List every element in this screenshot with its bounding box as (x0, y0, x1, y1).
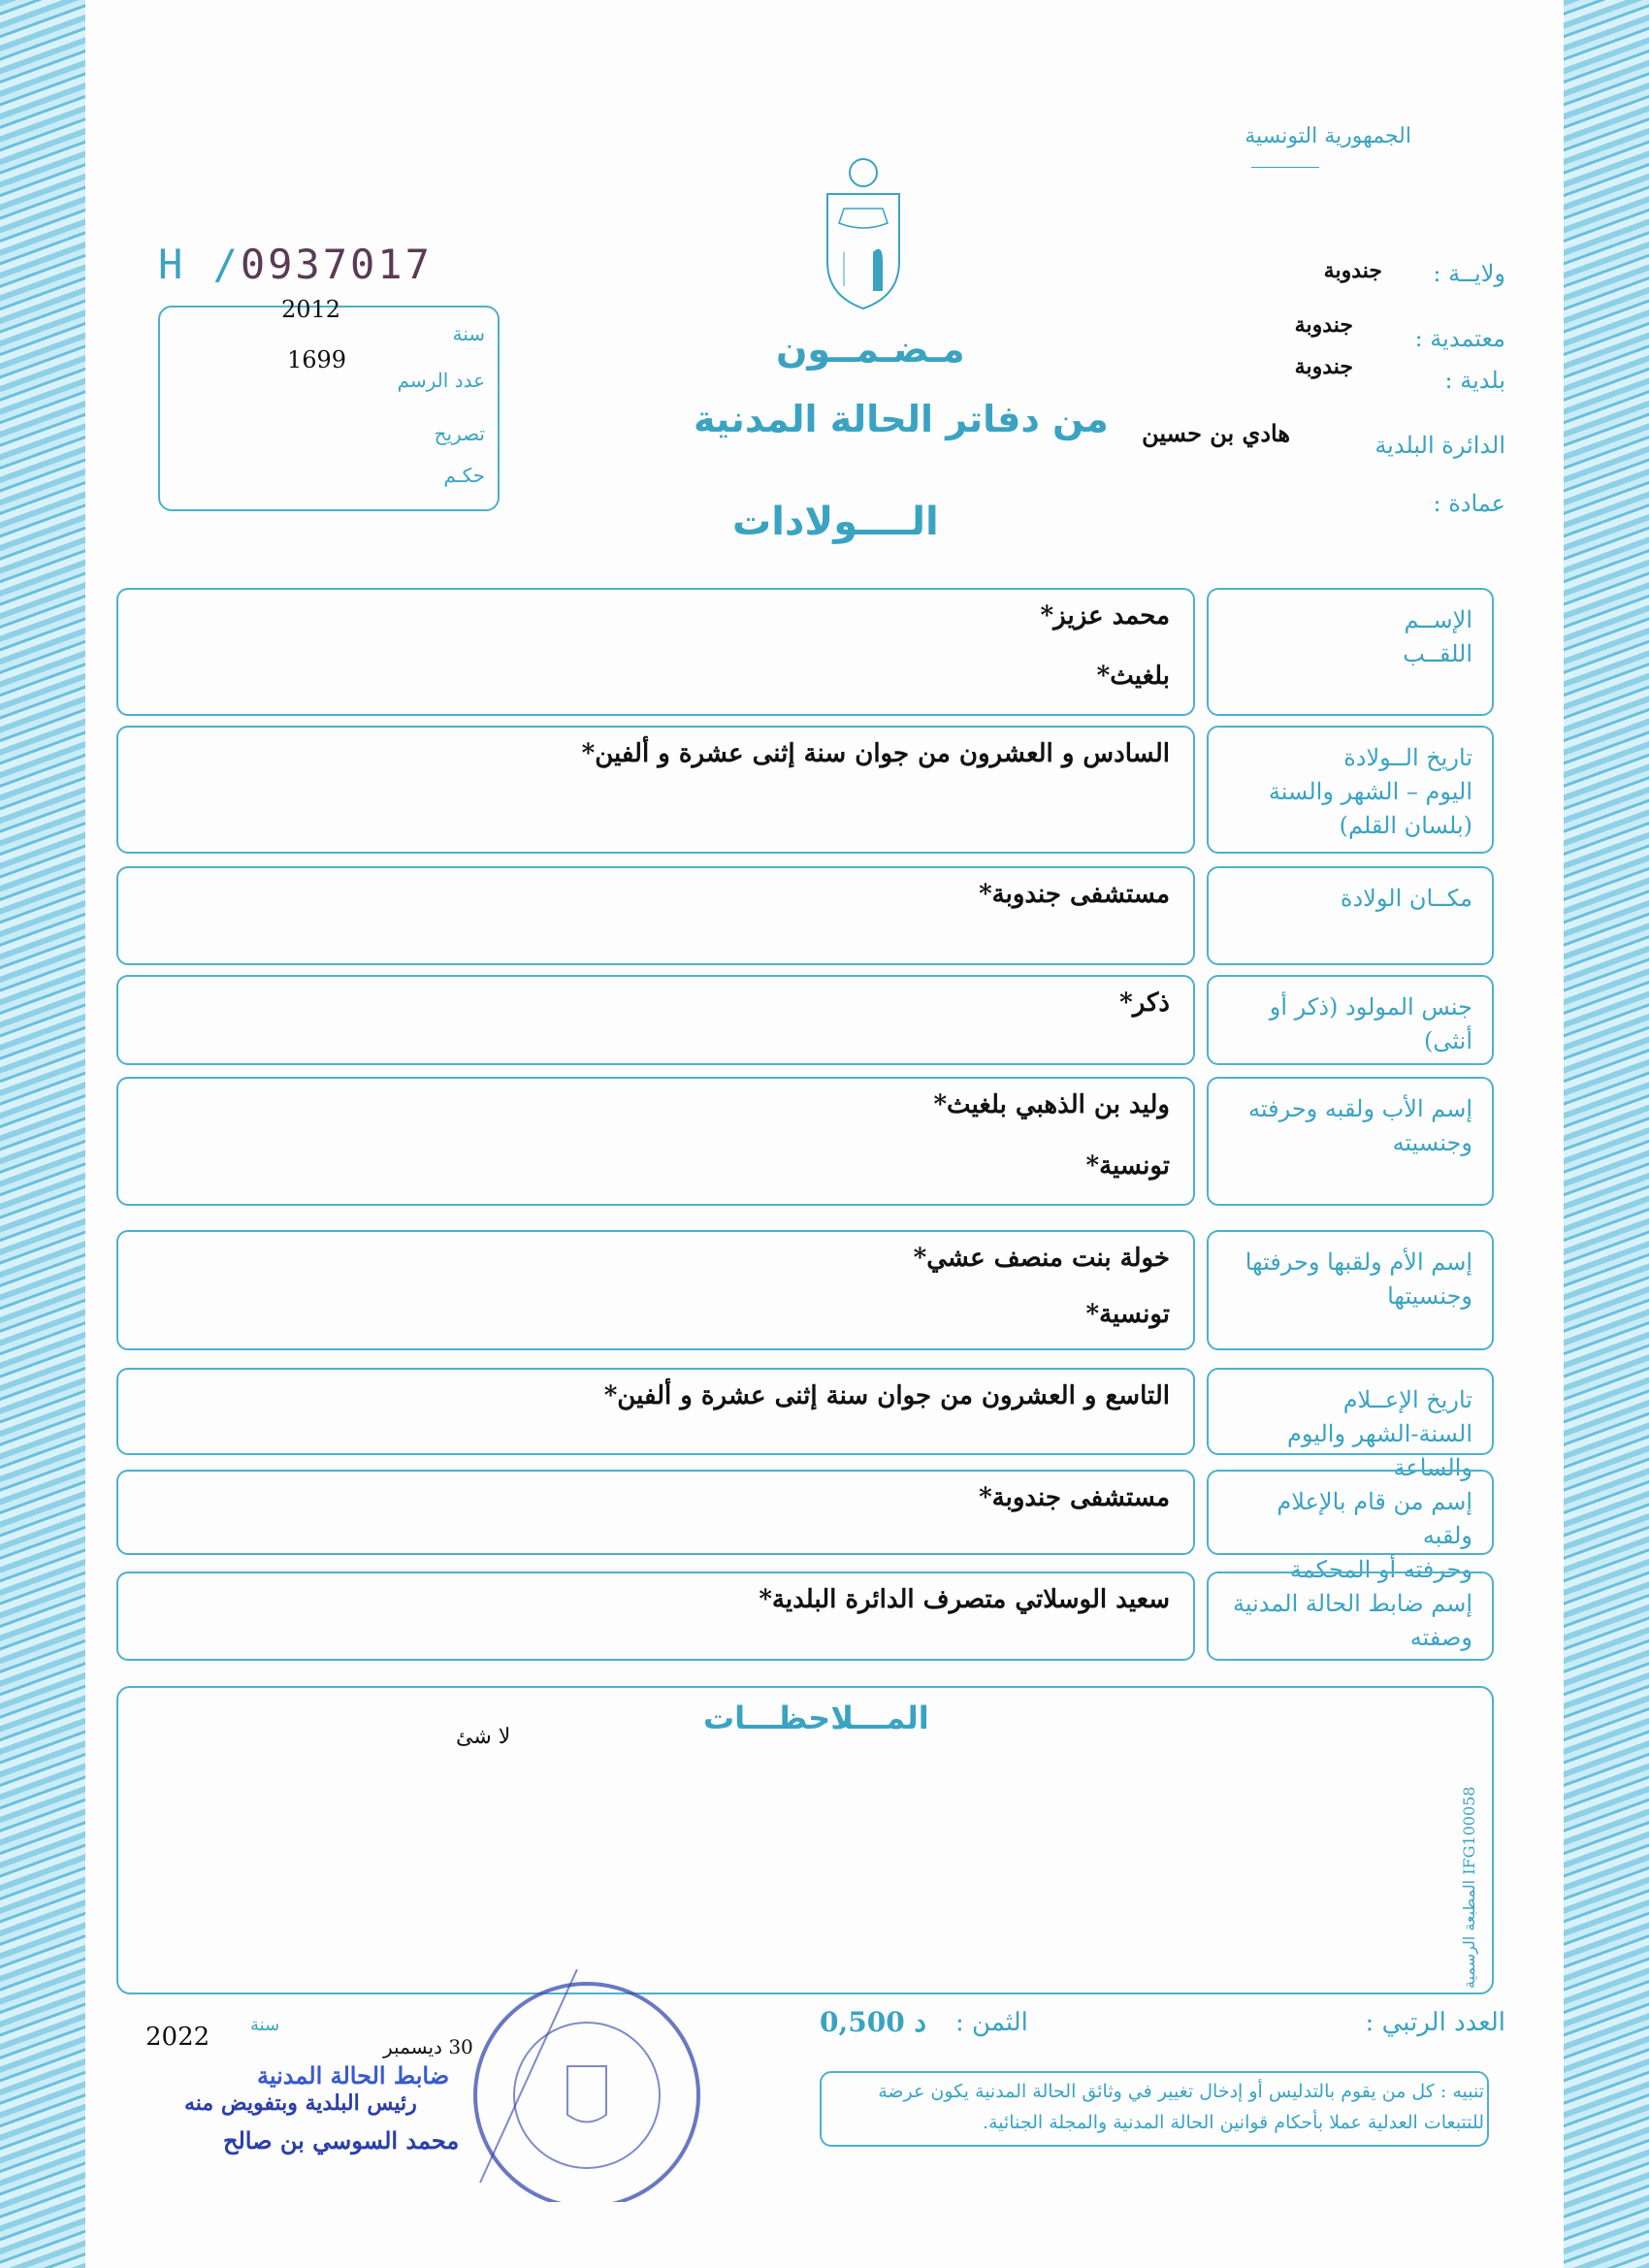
row-value-1: محمد عزيز* (1040, 601, 1170, 631)
imada-label: عمادة : (1433, 490, 1505, 517)
serial-number (158, 241, 433, 288)
republic-label: الجمهورية التونسية (1245, 124, 1411, 148)
doc-title-births: الــــولادات (732, 500, 939, 544)
remarks-value: لا شئ (456, 1725, 511, 1749)
row-name-surname (116, 588, 1494, 716)
row-mother (116, 1230, 1494, 1350)
row-value-cell (116, 1470, 1195, 1555)
warning-line-1: تنبيه : كل من يقوم بالتدليس أو إدخال تغيير في وثائق الحالة المدنية يكون عرضة (878, 2081, 1484, 2102)
row-declarant (116, 1470, 1494, 1583)
record-number: 1699 (287, 346, 347, 373)
price-value: 0,500 د (820, 2006, 926, 2038)
record-number-label: عدد الرسم (397, 369, 485, 392)
record-year: 2012 (281, 296, 341, 323)
serial-value: 0937017 (240, 241, 433, 288)
row-label: إسم الأم ولقبها وحرفتها وجنسيتها (1207, 1230, 1494, 1350)
row-civil-officer (116, 1571, 1494, 1661)
serial-prefix: H / (158, 241, 241, 288)
row-value-1: خولة بنت منصف عشي* (913, 1244, 1170, 1273)
row-value-1: مستشفى جندوبة* (979, 1483, 1170, 1512)
guilloche-border-left (0, 0, 85, 2268)
footer-year-label: سنة (250, 2015, 280, 2035)
row-label: إسم من قام بالإعلام ولقبه وحرفته أو المحكمة (1207, 1470, 1494, 1555)
row-value-cell (116, 1571, 1195, 1661)
row-value-cell (116, 1077, 1195, 1206)
district-value: هادي بن حسين (1142, 419, 1290, 447)
declaration-label: تصريح (434, 422, 485, 445)
delegation-value: جندوبة (1294, 312, 1353, 338)
coat-of-arms-emblem (820, 155, 907, 310)
row-value-1: ذكر* (1119, 988, 1170, 1018)
municipality-label: بلدية : (1444, 367, 1505, 394)
row-value-2: تونسية* (1085, 1300, 1170, 1329)
price-label: الثمن : (955, 2008, 1028, 2037)
row-value-1: السادس و العشرون من جوان سنة إثنى عشرة و ألفين* (581, 739, 1170, 768)
delegation-label: معتمدية : (1414, 325, 1505, 352)
footer-date: 30 ديسمبر (383, 2035, 473, 2058)
row-value-2: بلغيث* (1096, 662, 1170, 691)
row-value-1: التاسع و العشرون من جوان سنة إثنى عشرة و ألفين* (603, 1381, 1170, 1410)
row-label: مكــان الولادة (1207, 866, 1494, 965)
row-label: جنس المولود (ذكر أو أنثى) (1207, 975, 1494, 1065)
row-value-1: سعيد الوسلاتي متصرف الدائرة البلدية* (759, 1585, 1170, 1614)
signature-name: محمد السوسي بن صالح (223, 2126, 460, 2155)
row-value-2: تونسية* (1085, 1150, 1170, 1181)
remarks-title: المـــلاحظـــات (703, 1700, 929, 1736)
record-year-label: سنة (452, 322, 485, 345)
signature-title: ضابط الحالة المدنية (257, 2061, 450, 2090)
doc-title-summary: مـضـمــون (776, 328, 965, 371)
row-value-cell (116, 726, 1195, 854)
row-value-cell (116, 588, 1195, 716)
wilaya-value: جندوبة (1323, 258, 1382, 283)
district-label: الدائرة البلدية (1374, 432, 1505, 459)
wilaya-label: ولايــة : (1433, 260, 1505, 287)
row-value-cell (116, 975, 1195, 1065)
row-birth-date (116, 726, 1494, 854)
row-label: إسم الأب ولقبه وحرفته وجنسيته (1207, 1077, 1494, 1206)
row-label: تاريخ الإعــلام السنة-الشهر واليوم والساعة (1207, 1368, 1494, 1455)
row-value-1: مستشفى جندوبة* (979, 880, 1170, 909)
row-value-cell (116, 866, 1195, 965)
judgment-label: حكـم (443, 464, 485, 487)
doc-title-registry: من دفاتر الحالة المدنية (694, 398, 1109, 440)
row-birth-place (116, 866, 1494, 965)
guilloche-border-right (1564, 0, 1649, 2268)
footer-year-value: 2022 (146, 2023, 210, 2052)
municipality-value: جندوبة (1294, 354, 1353, 379)
row-value-cell (116, 1368, 1195, 1455)
signature-delegation: رئيس البلدية وبتفويض منه (184, 2090, 417, 2116)
row-father (116, 1077, 1494, 1206)
official-stamp (461, 1969, 713, 2202)
row-sex (116, 975, 1494, 1065)
row-value-1: وليد بن الذهبي بلغيث* (933, 1090, 1170, 1119)
row-declaration-date (116, 1368, 1494, 1481)
divider (1251, 167, 1319, 168)
serial-order-label: العدد الرتبي : (1365, 2008, 1505, 2037)
row-label: الإســم اللقــب (1207, 588, 1494, 716)
row-label: تاريخ الــولادة اليوم – الشهر والسنة (بلسان القلم) (1207, 726, 1494, 854)
printer-mark: المطبعة الرسمية IFG100058 (1460, 1786, 1478, 1989)
row-label: إسم ضابط الحالة المدنية وصفته (1207, 1571, 1494, 1661)
warning-line-2: للتتبعات العدلية عملا بأحكام قوانين الحالة المدنية والمجلة الجنائية. (983, 2112, 1484, 2133)
row-value-cell (116, 1230, 1195, 1350)
